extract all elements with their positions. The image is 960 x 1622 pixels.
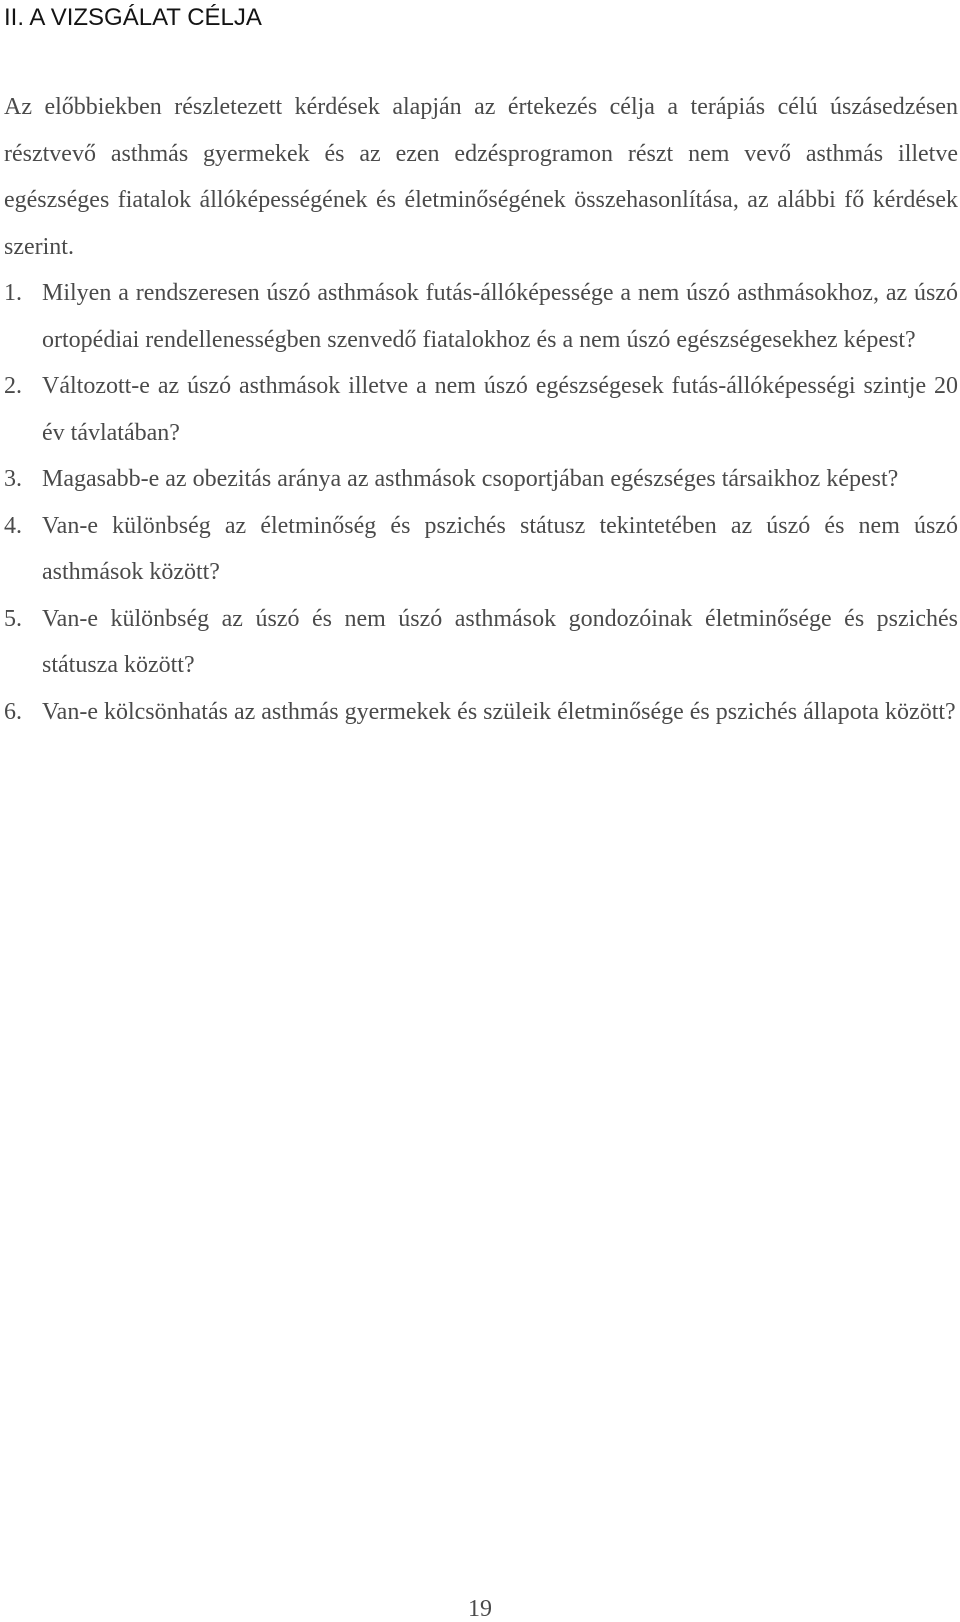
question-text: Milyen a rendszeresen úszó asthmások futás-állóképessége a nem úszó asthmásokhoz, az úszó ortopédiai rendellenességben szenvedő fiatalokhoz és a nem úszó egészségesekhez képest? [42,280,958,353]
question-number: 2. [4,373,22,399]
research-question [4,363,958,456]
research-question [4,689,958,736]
question-text: Van-e különbség az életminőség és pszichés státusz tekintetében az úszó és nem úszó asthmások között? [42,512,958,585]
page-number: 19 [468,1596,492,1622]
research-question [4,456,958,503]
question-text: Magasabb-e az obezitás aránya az asthmások csoportjában egészséges társaikhoz képest? [42,466,899,492]
research-questions-list [4,270,958,735]
question-number: 6. [4,698,22,725]
question-number: 3. [4,466,22,492]
question-text: Változott-e az úszó asthmások illetve a nem úszó egészségesek futás-állóképességi szintje 20 év távlatában? [42,373,958,446]
research-question [4,270,958,363]
question-text: Van-e kölcsönhatás az asthmás gyermekek és szüleik életminősége és pszichés állapota között? [42,698,956,725]
question-number: 4. [4,512,22,539]
question-text: Van-e különbség az úszó és nem úszó asthmások gondozóinak életminősége és pszichés státusza között? [42,605,958,678]
section-heading: II. A VIZSGÁLAT CÉLJA [4,4,262,31]
intro-paragraph: Az előbbiekben részletezett kérdések alapján az értekezés célja a terápiás célú úszásedzésen résztvevő asthmás gyermekek és az ezen edzésprogramon részt nem vevő asthmás illetve egészséges fiatalok állóképességének és életminőségének összehasonlítása, az alábbi fő kérdések szerint. [4,94,958,260]
question-number: 5. [4,605,22,632]
question-number: 1. [4,280,22,306]
research-question [4,503,958,596]
research-question [4,596,958,689]
